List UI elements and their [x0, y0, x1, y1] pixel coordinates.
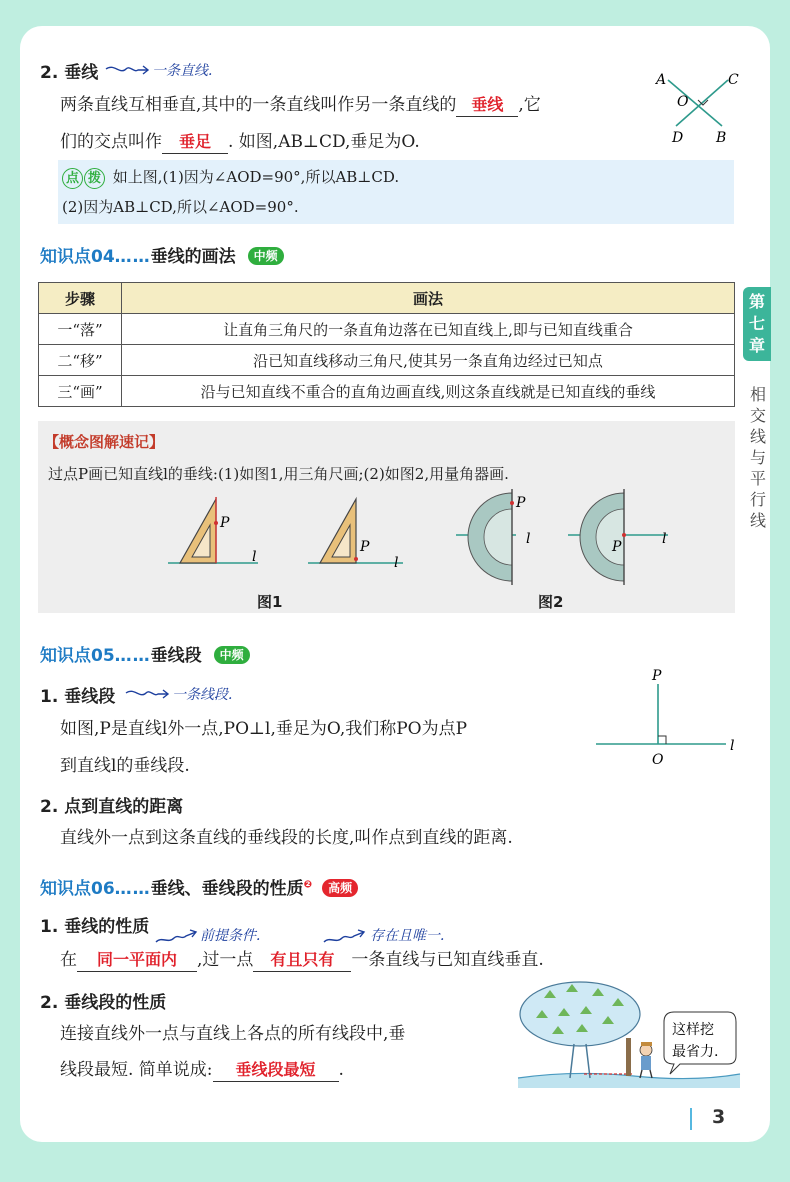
answer-blank-only-one: 有且只有: [253, 949, 351, 972]
chapter-title-vertical: 相 交 线 与 平 行 线: [749, 385, 766, 530]
kp04-title: 知识点04……垂线的画法 中频: [40, 242, 284, 267]
tip-box: [58, 160, 734, 224]
segment-property-line2: 线段最短. 简单说成: 垂线段最短 .: [60, 1060, 344, 1080]
frequency-badge: 中频: [248, 247, 284, 265]
concept-description: 过点P画已知直线l的垂线:(1)如图1,用三角尺画;(2)如图2,用量角器画.: [48, 465, 509, 483]
chapter-tab[interactable]: 第 七 章: [743, 287, 771, 361]
tree-digging-illustration: [514, 978, 744, 1090]
arrow-note-icon: [154, 926, 200, 946]
protractor-figure-2b: [568, 489, 688, 589]
segment-definition-line2: 到直线l的垂线段.: [60, 756, 190, 776]
footnote-marker: ❷: [303, 879, 313, 891]
perpendicular-cross-figure: [650, 66, 750, 150]
tip-label-dian: 点: [62, 168, 83, 189]
concept-illustration-box: [38, 421, 735, 613]
label-O: O: [677, 94, 689, 110]
label-C: C: [728, 72, 739, 88]
concept-title: 【概念图解速记】: [44, 433, 165, 451]
svg-text:l: l: [252, 549, 257, 565]
page-number-divider: [690, 1108, 692, 1130]
perpendicular-property-sentence: 在 同一平面内 ,过一点 有且只有 一条直线与已知直线垂直.: [60, 950, 544, 970]
svg-text:P: P: [612, 539, 622, 555]
arrow-note-icon: [322, 926, 368, 946]
svg-text:l: l: [526, 531, 531, 547]
tip-label-bo: 拨: [84, 168, 105, 189]
triangle-ruler-figure-1b: [308, 491, 418, 581]
drawing-steps-table: [38, 282, 735, 407]
protractor-figure-2a: [456, 489, 576, 589]
answer-blank-foot: 垂足: [162, 131, 228, 154]
svg-text:P: P: [516, 495, 526, 511]
page-number: 3: [712, 1106, 726, 1128]
arrow-note-icon: [104, 60, 150, 80]
svg-text:l: l: [662, 531, 667, 547]
distance-definition: 直线外一点到这条直线的垂线段的长度,叫作点到直线的距离.: [60, 828, 513, 848]
figure-2-caption: 图2: [538, 593, 564, 611]
table-header-method: 画法: [122, 283, 735, 314]
segment-property-line1: 连接直线外一点与直线上各点的所有线段中,垂: [60, 1024, 406, 1044]
note-one-segment: 一条线段.: [172, 687, 233, 703]
note-exists-unique: 存在且唯一.: [370, 928, 445, 944]
item-heading-segment-property: 2. 垂线段的性质: [40, 993, 167, 1013]
table-row: 二“移” 沿已知直线移动三角尺,使其另一条直角边经过已知点: [39, 345, 735, 376]
kp06-title: 知识点06……垂线、垂线段的性质$^❷$ 高频: [40, 874, 358, 899]
perpendicular-foot-definition: 们的交点叫作 垂足 . 如图,AB⊥CD,垂足为O.: [60, 132, 420, 152]
note-precondition: 前提条件.: [200, 928, 261, 944]
table-header-step: 步骤: [39, 283, 122, 314]
figure-1-caption: 图1: [257, 593, 283, 611]
label-O: O: [652, 752, 664, 768]
triangle-ruler-figure-1a: [168, 491, 278, 581]
label-l: l: [730, 738, 735, 754]
answer-blank-perpendicular: 垂线: [456, 94, 518, 117]
perpendicular-definition: 两条直线互相垂直,其中的一条直线叫作另一条直线的 垂线 ,它: [60, 95, 541, 115]
kp05-title: 知识点05……垂线段 中频: [40, 641, 250, 666]
svg-text:P: P: [360, 539, 370, 555]
arrow-note-icon: [124, 684, 170, 704]
segment-definition-line1: 如图,P是直线l外一点,PO⊥l,垂足为O,我们称PO为点P: [60, 719, 468, 739]
note-one-line: 一条直线.: [152, 63, 213, 79]
section-heading-perpendicular: 2. 垂线: [40, 63, 99, 83]
item-heading-segment: 1. 垂线段: [40, 687, 116, 707]
item-heading-perpendicular-property: 1. 垂线的性质: [40, 917, 150, 937]
label-B: B: [716, 130, 727, 146]
answer-blank-same-plane: 同一平面内: [77, 949, 197, 972]
frequency-badge: 中频: [214, 646, 250, 664]
tip-line2: (2)因为AB⊥CD,所以∠AOD=90°.: [62, 198, 299, 216]
answer-blank-shortest: 垂线段最短: [213, 1059, 339, 1082]
table-row: 一“落” 让直角三角尺的一条直角边落在已知直线上,即与已知直线重合: [39, 314, 735, 345]
label-A: A: [656, 72, 667, 88]
label-P: P: [652, 668, 662, 684]
tip-line1: 如上图,(1)因为∠AOD=90°,所以AB⊥CD.: [112, 168, 400, 186]
table-row: 三“画” 沿与已知直线不重合的直角边画直线,则这条直线就是已知直线的垂线: [39, 376, 735, 407]
frequency-badge: 高频: [322, 879, 358, 897]
svg-text:l: l: [394, 555, 399, 571]
item-heading-distance: 2. 点到直线的距离: [40, 797, 184, 817]
speech-bubble-line1: 这样挖: [672, 1022, 714, 1038]
svg-text:P: P: [220, 515, 230, 531]
label-D: D: [672, 130, 684, 146]
perpendicular-segment-figure: [590, 664, 750, 774]
speech-bubble-line2: 最省力.: [672, 1044, 719, 1060]
